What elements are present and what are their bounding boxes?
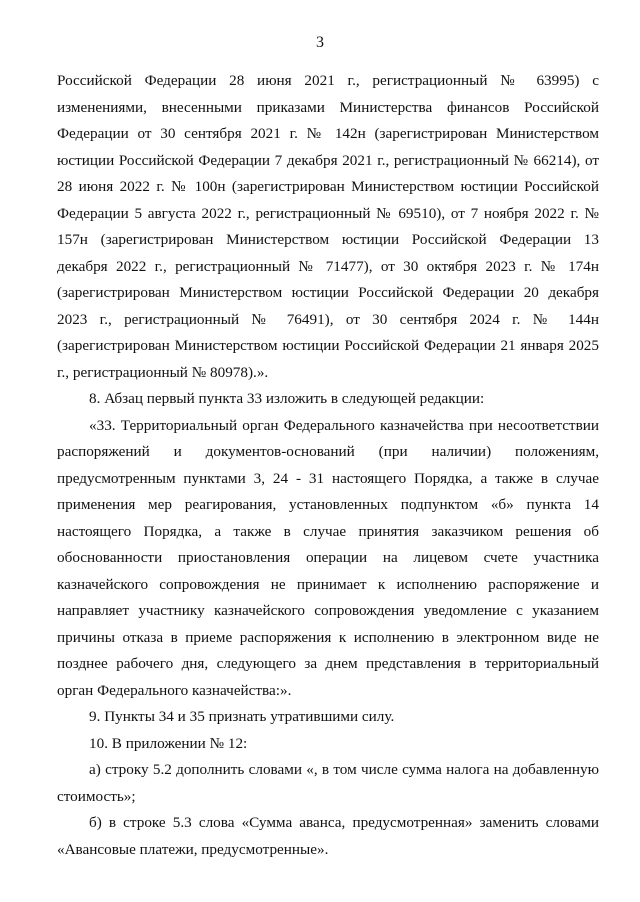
- paragraph-amendments-list: Российской Федерации 28 июня 2021 г., регистрационный № 63995) с изменениями, внесенными приказами Министерства финансов Российской Федерации от 30 сентября 2021 г. № 142н (зарегистрирован Министерством юстиции Российской Федерации 7 декабря 2021 г., регистрационный № 66214), от 28 июня 2022 г. № 100н (зарегистрирован Министерством юстиции Российской Федерации 5 августа 2022 г., регистрационный № 69510), от 7 ноября 2022 г. № 157н (зарегистрирован Министерством юстиции Российской Федерации 13 декабря 2022 г., регистрационный № 71477), от 30 октября 2023 г. № 174н (зарегистрирован Министерством юстиции Российской Федерации 20 декабря 2023 г., регистрационный № 76491), от 30 сентября 2024 г. № 144н (зарегистрирован Министерством юстиции Российской Федерации 21 января 2025 г., регистрационный № 80978).».: [57, 72, 599, 381]
- paragraph-item-10: 10. В приложении № 12:: [89, 734, 248, 752]
- page-number: 3: [316, 34, 324, 51]
- document-body: [57, 68, 599, 863]
- paragraph-item-33-text: «33. Территориальный орган Федерального казначейства при несоответствии распоряжений и документов-оснований (при наличии) положениям, предусмотренным пунктами 3, 24 - 31 настоящего Порядка, а также в случае применения мер реагирования, установленных подпунктом «б» пункта 14 настоящего Порядка, а также в случае принятия заказчиком решения об обоснованности приостановления операции на лицевом счете участника казначейского сопровождения не принимает к исполнению распоряжение и направляет участнику казначейского сопровождения уведомление с указанием причины отказа в приеме распоряжения к исполнению в электронном виде не позднее рабочего дня, следующего за днем представления в территориальный орган Федерального казначейства:».: [57, 416, 599, 699]
- paragraph-item-8: 8. Абзац первый пункта 33 изложить в следующей редакции:: [89, 390, 485, 407]
- paragraph-subitem-b: б) в строке 5.3 слова «Сумма аванса, предусмотренная» заменить словами «Авансовые платежи, предусмотренные».: [57, 814, 599, 858]
- paragraph-item-9: 9. Пункты 34 и 35 признать утратившими силу.: [89, 708, 395, 725]
- paragraph-subitem-a: а) строку 5.2 дополнить словами «, в том числе сумма налога на добавленную стоимость»;: [57, 761, 599, 805]
